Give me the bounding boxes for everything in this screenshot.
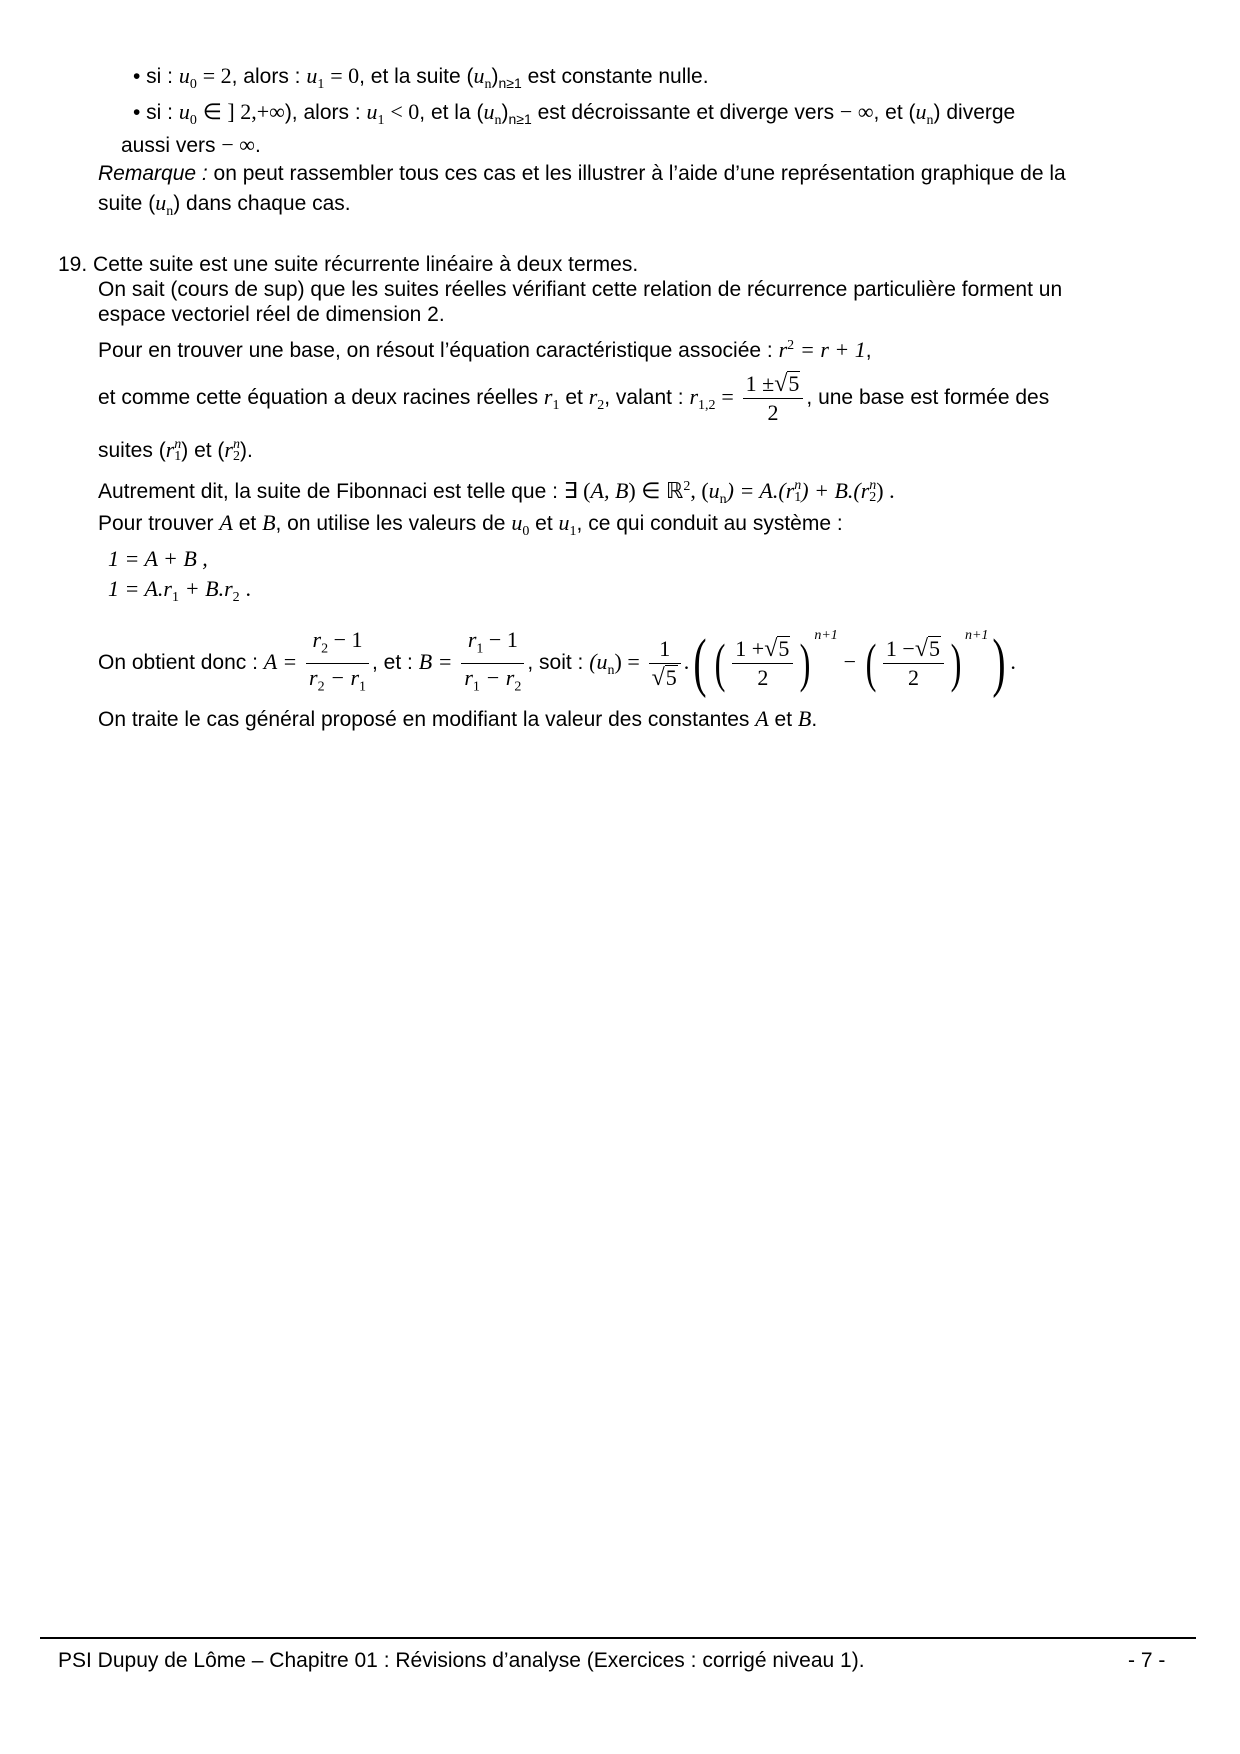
math-sub: n≥1 [498, 75, 522, 92]
math-sub: n [494, 113, 502, 129]
system-equation-2 [108, 575, 251, 612]
text: , et : [372, 651, 413, 674]
math-dot: . [1010, 649, 1016, 674]
math-dot: . [683, 649, 690, 674]
math-A: A [755, 706, 769, 731]
big-paren-close: ) [992, 626, 1007, 700]
math-u: u [511, 510, 523, 535]
fraction-denominator: 2 [757, 664, 769, 690]
fraction-psi [883, 635, 944, 692]
text: , valant : [604, 386, 684, 409]
text: , [865, 339, 872, 362]
bullet-label: • si : [133, 101, 174, 124]
math-sup: 2 [787, 338, 795, 353]
math-sup: n [794, 478, 802, 494]
text: On traite le cas général proposé en modifiant la valeur des constantes [98, 708, 750, 731]
math-sub: 2 [232, 449, 240, 465]
math-minus-infinity: − ∞ [839, 99, 874, 124]
math-A: A = [263, 649, 298, 674]
text: , alors : [231, 65, 301, 88]
math-eq: = [721, 384, 734, 409]
page-number-text: - 7 - [1128, 1649, 1166, 1672]
text: ) et ( [181, 439, 225, 462]
math-sub: 1 [472, 679, 480, 695]
sqrt-radicand: 5 [788, 370, 800, 396]
math-sub: 0 [189, 77, 197, 93]
exercise-19-line-4 [98, 332, 872, 365]
math-AB: A, B [590, 478, 629, 503]
math-text: − 1 [333, 626, 363, 652]
text: Cette suite est une suite récurrente linéaire à deux termes. [93, 253, 639, 276]
bullet-u0-greater-2 [133, 98, 1015, 135]
math-supsub [233, 439, 240, 463]
page-number [1128, 1647, 1165, 1675]
text: suite ( [98, 192, 156, 215]
text: ) diverge [933, 101, 1016, 124]
fraction-numerator [732, 635, 793, 664]
footer-title [58, 1647, 865, 1675]
footer-text: PSI Dupuy de Lôme – Chapitre 01 : Révisions d’analyse (Exercices : corrigé niveau 1). [58, 1649, 865, 1672]
text: . [811, 708, 818, 731]
system-equation-1 [108, 545, 208, 574]
fraction-numerator [461, 626, 524, 664]
sqrt-radicand: 5 [928, 635, 940, 661]
math-r: r [785, 478, 795, 503]
math-sub: 2 [869, 490, 877, 506]
text: . [254, 134, 261, 157]
math-text: − r [485, 664, 515, 690]
math-sub: 2 [321, 640, 329, 656]
math-text: , ( [690, 478, 709, 503]
math-equation: 1 = A + B , [108, 546, 208, 571]
footer-divider [40, 1637, 1196, 1639]
math-u: u [473, 63, 485, 88]
math-u: u [708, 478, 720, 503]
text: et [774, 708, 793, 731]
math-sup: 2 [683, 479, 691, 494]
math-sub: 1 [171, 590, 179, 606]
big-paren-open: ( [693, 626, 707, 700]
math-sub: n [484, 77, 492, 93]
fraction-A [306, 626, 369, 702]
math-r: r [689, 384, 699, 409]
math-u: u [483, 99, 495, 124]
math-A: A [219, 510, 233, 535]
text: On obtient donc : [98, 651, 258, 674]
math-r: r [467, 626, 477, 652]
math-sub: n [607, 663, 615, 679]
math-r: r [312, 626, 322, 652]
bullet-label: • si : [133, 65, 174, 88]
paren-open: ( [865, 633, 877, 694]
sqrt-sign: √ [914, 635, 928, 662]
math-sub: 2 [597, 398, 605, 414]
text: espace vectoriel réel de dimension 2. [98, 303, 445, 326]
math-u: u [155, 190, 167, 215]
remark-line-2 [98, 189, 351, 226]
math-sub: 2 [232, 590, 240, 606]
text: aussi vers [121, 134, 216, 157]
math-text: ) = A.( [726, 478, 786, 503]
math-r: r [309, 664, 318, 690]
math-sub: 0 [522, 524, 530, 540]
fraction-denominator: 2 [767, 399, 779, 425]
sqrt-sign: √ [651, 664, 665, 691]
exercise-19-result-line [98, 618, 1016, 698]
fraction-B [461, 626, 524, 702]
text: et [535, 512, 553, 535]
math-sub: n [166, 204, 174, 220]
text: ) [491, 65, 499, 88]
math-sup: n [174, 437, 182, 453]
text: est constante nulle. [521, 65, 709, 88]
text: , et la suite ( [359, 65, 474, 88]
math-sup: n [232, 437, 240, 453]
exercise-19-line-8 [98, 509, 843, 546]
paren-open: ( [714, 633, 726, 694]
math-r: r [224, 437, 233, 462]
math-r: r [464, 664, 473, 690]
math-equation: + B.r [184, 576, 233, 601]
math-sub: 1 [476, 640, 484, 656]
text: 1 + [735, 635, 765, 661]
fraction-numerator [743, 370, 804, 399]
math-in: ) ∈ ℝ [628, 478, 684, 503]
math-sup: n [869, 478, 877, 494]
math-u: u [178, 63, 190, 88]
text: ) [501, 101, 509, 124]
text: et comme cette équation a deux racines réelles [98, 386, 539, 409]
math-minus: − [843, 649, 857, 674]
math-sub: 1 [377, 113, 385, 129]
math-interval: ∈ ] 2,+∞ [202, 99, 285, 124]
text: Autrement dit, la suite de Fibonnaci est telle que : [98, 480, 558, 503]
math-u: (u [589, 649, 608, 674]
math-eq: = 0 [330, 63, 360, 88]
paren-close: ) [950, 633, 962, 694]
math-text: . [245, 576, 251, 601]
math-u: u [558, 510, 570, 535]
text: , et ( [873, 101, 916, 124]
exercise-19-line-1 [58, 251, 638, 279]
math-text: − r [330, 664, 360, 690]
text: , et la ( [419, 101, 484, 124]
exercise-19-line-2 [98, 276, 1062, 304]
math-B: B = [418, 649, 453, 674]
math-eq: = 2 [202, 63, 232, 88]
text: ). [239, 439, 253, 462]
math-sub: 1 [552, 398, 560, 414]
math-exists: ∃ ( [563, 478, 591, 503]
text: 1 ± [745, 370, 775, 396]
fraction-phi [732, 635, 793, 692]
math-exponent: n+1 [814, 628, 838, 643]
fraction-numerator: 1 [649, 635, 681, 664]
remark-label: Remarque : [98, 162, 208, 185]
exercise-19-line-10 [98, 705, 817, 734]
bullet-u0-equals-2 [133, 62, 709, 99]
math-eq: ) = [614, 649, 640, 674]
text: 1 − [885, 635, 915, 661]
math-eq: = r + 1 [800, 337, 866, 362]
fraction-roots [743, 370, 804, 427]
exercise-19-line-7 [98, 473, 895, 514]
text: suites ( [98, 439, 166, 462]
sqrt-sign: √ [774, 370, 788, 397]
math-B: B [797, 706, 812, 731]
math-sub: 0 [189, 113, 197, 129]
math-equation: 1 = A.r [108, 576, 172, 601]
text: est décroissante et diverge vers [531, 101, 835, 124]
math-r: r [543, 384, 553, 409]
math-sub: 1 [317, 77, 325, 93]
fraction-denominator [461, 664, 524, 701]
math-sub: n [719, 492, 727, 508]
math-sub: 1 [569, 524, 577, 540]
math-text: − 1 [488, 626, 518, 652]
exercise-number: 19. [58, 253, 88, 276]
fraction-numerator [883, 635, 944, 664]
text: Pour en trouver une base, on résout l’équation caractéristique associée : [98, 339, 773, 362]
math-text: ) . [876, 478, 895, 503]
math-sub: 1 [794, 490, 802, 506]
math-u: u [178, 99, 190, 124]
math-minus-infinity: − ∞ [221, 132, 255, 157]
fraction-one-over-sqrt5 [649, 635, 681, 692]
paren-close: ) [799, 633, 811, 694]
exercise-19-line-6 [98, 436, 253, 465]
math-ineq: < 0 [390, 99, 420, 124]
remark-line-1 [98, 160, 1066, 188]
math-u: u [366, 99, 378, 124]
math-sub: n≥1 [508, 111, 532, 128]
sqrt-radicand: 5 [778, 635, 790, 661]
math-sub: n [926, 113, 934, 129]
fraction-denominator [649, 664, 681, 692]
fraction-denominator: 2 [907, 664, 919, 690]
text: et [565, 386, 583, 409]
text: On sait (cours de sup) que les suites réelles vérifiant cette relation de récurrence particulière forment un [98, 278, 1063, 301]
text: , une base est formée des [806, 386, 1050, 409]
text: ), alors : [284, 101, 361, 124]
text: et [238, 512, 257, 535]
math-r: r [778, 337, 788, 362]
text: Pour trouver [98, 512, 214, 535]
sqrt-sign: √ [764, 635, 778, 662]
bullet-continuation [121, 131, 261, 160]
text: , soit : [527, 651, 584, 674]
text: , on utilise les valeurs de [275, 512, 506, 535]
math-r: r [860, 478, 870, 503]
math-u: u [306, 63, 318, 88]
sqrt-radicand: 5 [665, 664, 677, 690]
fraction-numerator [306, 626, 369, 664]
math-sub: 1 [359, 679, 367, 695]
math-text: ) + B.( [801, 478, 861, 503]
text: on peut rassembler tous ces cas et les illustrer à l’aide d’une représentation graphique de la [207, 162, 1066, 185]
exercise-19-line-5 [98, 369, 1049, 434]
math-sub: 2 [317, 679, 325, 695]
math-u: u [915, 99, 927, 124]
math-sub: 2 [514, 679, 522, 695]
text: , ce qui conduit au système : [576, 512, 843, 535]
math-sub: 1,2 [698, 398, 716, 414]
math-sub: 1 [174, 449, 182, 465]
math-r: r [165, 437, 175, 462]
math-r: r [588, 384, 598, 409]
text: ) dans chaque cas. [173, 192, 351, 215]
math-B: B [262, 510, 276, 535]
exercise-19-line-3 [98, 301, 445, 329]
fraction-denominator [306, 664, 369, 701]
math-exponent: n+1 [964, 628, 989, 643]
